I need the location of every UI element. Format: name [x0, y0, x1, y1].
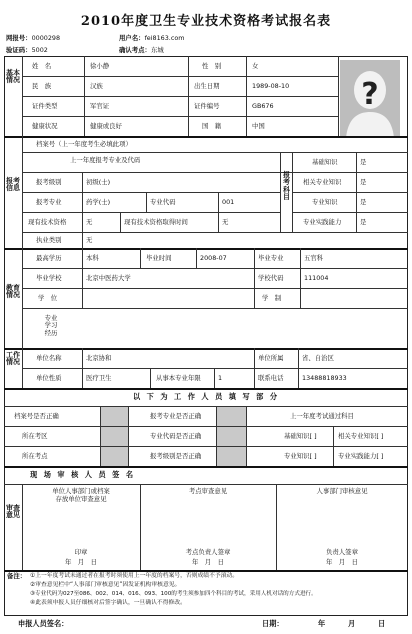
regno-line [6, 33, 60, 42]
major-value: 药学(士) [86, 198, 111, 206]
verify-label: 验证码： [6, 46, 32, 54]
degree-value: 本科 [86, 254, 99, 262]
form-title: 2010年度卫生专业技术资格考试报名表 [80, 14, 332, 29]
phone-value: 13488818933 [302, 374, 347, 382]
qualtime-value: 无 [222, 218, 229, 226]
regno-value: 0000298 [31, 34, 61, 42]
subject-basic-value: 是 [360, 158, 367, 166]
xuewei-label: 学 位 [38, 294, 58, 302]
health-value: 健康或良好 [90, 122, 122, 130]
country-value: 中国 [252, 122, 265, 130]
note-1: ①上一年度考试未通过者在报考时须使用上一年度的档案号，否则成绩不予滚动。 [30, 573, 239, 579]
date-label: 日期： [262, 619, 284, 628]
years-label: 从事本专业年限 [156, 374, 201, 382]
staff-shade-1 [100, 407, 128, 466]
note-3: ③专业代码为027至086、002、014、016、093、100的考生须参加四个科目的考试，采用人机对话的方式进行。 [30, 591, 317, 597]
license-value: 无 [86, 236, 93, 244]
staff-region-ok: 所在考区 [22, 432, 48, 440]
username-label: 用户名： [119, 34, 145, 42]
note-2: ②审查意见栏中“人事部门审核意见”因发证机构审核意见。 [30, 582, 181, 588]
level-value: 初级(士) [86, 178, 111, 186]
date-year: 年 [318, 619, 326, 628]
nature-label: 单位性质 [36, 374, 62, 382]
staff-prof-bracket: 专业知识[ ] [284, 452, 317, 460]
name-value: 徐小静 [90, 62, 110, 70]
verify-value: 5002 [31, 46, 48, 54]
work-section-label: 工作情况 [6, 351, 20, 367]
region-value: 省、自治区 [302, 354, 334, 362]
regno-label: 网报号： [6, 34, 32, 42]
review-site-opinion: 考点审查意见 [188, 487, 228, 495]
review-personnel-opinion: 人事部门审核意见 [316, 487, 368, 495]
education-section-label: 教育情况 [6, 284, 20, 300]
subject-related-value: 是 [360, 178, 367, 186]
personnel-head-date: 年 月 日 [326, 558, 358, 566]
staff-archive-ok: 档案号是否正确 [14, 412, 59, 420]
staff-related-bracket: 相关专业知识[ ] [338, 432, 384, 440]
username-line [119, 33, 184, 42]
seal-date: 年 月 日 [65, 558, 97, 566]
level-label: 报考级别 [36, 178, 62, 186]
seal-label: 印章 [74, 548, 88, 556]
qual-label: 现有技术资格 [28, 218, 67, 226]
prev-major-label: 上一年度报考专业及代码 [70, 156, 141, 164]
idno-label: 证件编号 [194, 102, 220, 110]
subject-basic-label: 基础知识 [312, 158, 338, 166]
date-month: 月 [348, 619, 356, 628]
schoolcode-value: 111004 [304, 274, 329, 282]
subject-section-label: 报考科目 [283, 171, 290, 202]
note-4: ④此表须申报人员仔细核对后签字确认，一旦确认不得修改。 [30, 600, 186, 606]
idtype-value: 军官证 [90, 102, 110, 110]
name-label: 姓 名 [32, 62, 52, 70]
applicant-photo [340, 60, 400, 138]
exam-section-label: 报考信息 [6, 177, 20, 193]
subject-prof-label: 专业知识 [312, 198, 338, 206]
review-unit-opinion: 单位人事部门或档案 存放单位审查意见 [52, 487, 110, 503]
subject-practice-value: 是 [360, 218, 367, 226]
basic-section-label: 基本情况 [6, 69, 20, 85]
subject-related-label: 相关专业知识 [303, 178, 342, 186]
qual-value: 无 [86, 218, 93, 226]
site-value: 东城 [150, 46, 164, 54]
username-value: fei8163.com [144, 34, 185, 42]
degree-label: 最高学历 [36, 254, 62, 262]
qualtime-label: 现有技术资格取得时间 [124, 218, 188, 226]
study-history-label: 专业 学习 经历 [44, 314, 58, 337]
staff-site-ok: 所在考点 [22, 452, 48, 460]
site-head-date: 年 月 日 [192, 558, 224, 566]
staff-major-ok: 报考专业是否正确 [150, 412, 202, 420]
nature-value: 医疗卫生 [86, 374, 112, 382]
question-mark-silhouette-icon [340, 60, 400, 138]
personnel-head-sign: 负责人签章 [326, 548, 358, 556]
staff-prev-pass: 上一年度考试通过科目 [290, 412, 354, 420]
site-label: 确认考点： [119, 46, 151, 54]
review-section-label: 审查意见 [6, 504, 20, 520]
staff-heading: 以 下 为 工 作 人 员 填 写 部 分 [132, 392, 280, 401]
major-label: 报考专业 [36, 198, 62, 206]
verify-line [6, 45, 48, 54]
ethnic-label: 民 族 [32, 82, 52, 90]
staff-code-ok: 专业代码是否正确 [150, 432, 202, 440]
staff-shade-2 [216, 407, 246, 466]
review-sign-heading: 现 场 审 核 人 员 签 名 [30, 470, 136, 479]
applicant-sign-label: 申报人员签名： [18, 619, 69, 628]
unit-label: 单位名称 [36, 354, 62, 362]
years-value: 1 [218, 374, 223, 382]
staff-level-ok: 报考级别是否正确 [150, 452, 202, 460]
idtype-label: 证件类型 [32, 102, 58, 110]
subject-prof-value: 是 [360, 198, 367, 206]
idno-value: GB676 [252, 102, 274, 110]
ethnic-value: 汉族 [90, 82, 103, 90]
region-label: 单位所属 [258, 354, 284, 362]
gender-value: 女 [252, 62, 259, 70]
staff-practice-bracket: 专业实践能力[ ] [338, 452, 384, 460]
code-label: 专业代码 [150, 198, 176, 206]
notes-label: 备注： [7, 572, 27, 580]
subject-practice-label: 专业实践能力 [303, 218, 342, 226]
svg-text:?: ? [361, 77, 379, 112]
xuezhi-label: 学 制 [262, 294, 282, 302]
staff-basic-bracket: 基础知识[ ] [284, 432, 317, 440]
health-label: 健康状况 [32, 122, 58, 130]
license-label: 执业类别 [36, 236, 62, 244]
schoolcode-label: 学校代码 [258, 274, 284, 282]
gradmajor-value: 五官科 [304, 254, 324, 262]
site-line [119, 45, 164, 54]
dob-value: 1989-08-10 [252, 82, 290, 90]
code-value: 001 [222, 198, 235, 206]
date-day: 日 [378, 619, 386, 628]
gradtime-value: 2008-07 [200, 254, 227, 262]
gradmajor-label: 毕业专业 [258, 254, 284, 262]
school-value: 北京中医药大学 [86, 274, 131, 282]
gender-label: 性 别 [202, 62, 222, 70]
school-label: 毕业学校 [36, 274, 62, 282]
country-label: 国 籍 [202, 122, 222, 130]
site-head-sign: 考点负责人签章 [185, 548, 231, 556]
phone-label: 联系电话 [258, 374, 284, 382]
gradtime-label: 毕业时间 [146, 254, 172, 262]
unit-value: 北京协和 [86, 354, 112, 362]
archive-label: 档案号（上一年度考生必填此项） [36, 140, 132, 148]
dob-label: 出生日期 [194, 82, 220, 90]
